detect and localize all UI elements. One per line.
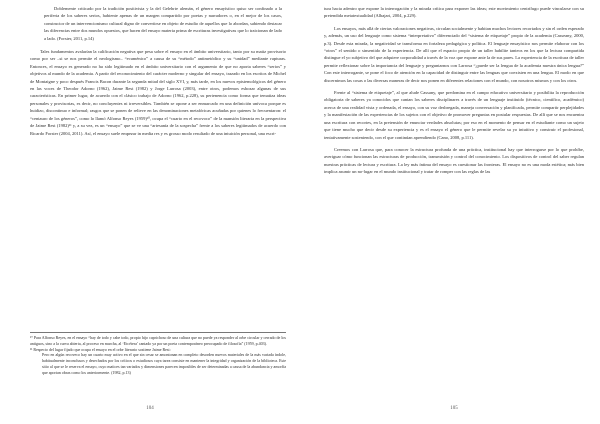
left-page-text: [30, 5, 286, 137]
body-paragraph: Tales fundamentos avalarían la calificación negativa que pesa sobre el ensayo en el ámbito universitario, tanto por su matiz provisorio como por ser –si se nos permite el neologismo– “ecuménico” a causa de su “método” antimetódico y su “unidad” mediante rupturas. Entonces, el ensayo es generado no ha sido legitimado en el ámbito universitario con el argumento de que no aporta saberes “serios” y objetivos al mundo de la academia. A partir del reconocimiento del carácter moderno y singular del ensayo, trazado en los escritos de Michel de Montaigne y poco después Francis Bacon durante la segunda mitad del siglo XVI, y, más tarde, en los nuevos epistemológicos del género en las voces de Theodor Adorno (1962), Jaime Rest (1982) y Jorge Larrosa (2003), entre otros, podemos esbozar algunas de sus características. En primer lugar, de acuerdo con el clásico trabajo de Adorno (1962, p.228), su pertenencia como forma que tematiza ideas personales y provisorias, es decir, no concluyentes ni irreversibles. También se opone a ser enmarcado en una definición unívoca porque es huidizo, discontinuo e informal; rasgos que se ponen de relieve en las denominaciones metafóricas acuñadas por quienes lo frecuentaron: el “centauro de los géneros”, como lo llamó Alfonso Reyes (1959)¹⁰, ocupa el “cuarto en el recovoco” de la mansión literaria en la perspectiva de Jaime Rest (1982)¹¹ y, a su vez, es un “ensayo” que se ve una “artesanía de la sospecha” frente a los saberes legitimados de acuerdo con Ricardo Forster (2004, 2011). Así, el ensayo suele empezar in media res y es grosso modo resultado de una intuición personal, una escri-: [30, 49, 286, 136]
footnote-quote: Pero en algún recoveco hay un cuarto muy activo en el que sin cesar se amontonan en completo desorden nuevos materiales de la más variada índole, habitualmente inconclusos y desechados por los críticos o estudiosos cuya tarea consiste en mantener la integridad y organización de la biblioteca. Este sitio al que se le reserva el ensayo, cuyo matices tan variados y dimensiones parecen imposibles de ser determinadas a causa de la abundancia y amorfía que aportan obras como los anteriormente. (1982, p.13): [42, 352, 286, 375]
block-quote: Doblemente criticado por la tradición positivista y la del Gelehrte alemán, el género ensayístico quiso ser confinado a la periferia de los saberes serios, habiente apenas de un margen compartido por poetas y narradores o, en el mejor de los casos, constructor de un intervencionismo cultural digno de convertirse en objeto de estudio de aquellos que lo abordan, sabiendo destacar las diferencias entre dos mundos opuestos, que hacen del ensayo materia prima de escrituras investigativas que lo traicionan de lado a lado. (Forster, 2011, p.14): [44, 6, 282, 41]
body-paragraph: Los ensayos, más allá de ciertas valoraciones negativas, circulan socialmente y habitan muchos lectores recortados y sin el orden esperado y, además, un uso del lenguaje como sistema “interpretativo” diferenciado del “sistema de etiquetaje” propio de la academia (Casseany, 2000, p.3). Desde esta mirada, la negatividad se transforma en fortaleza pedagógica y política. El lenguaje ensayístico nos permite elaborar con los “otros” el sentido o sinsentido de la experiencia. De allí que el espacio propio de un taller habilite tanteos en los que la lectura compartida distingue el yo subjetivo del que adquiere corporalidad a través de la voz que expone ante la de sus pares. La experiencia de la escritura de taller permite reflexionar sobre la importancia del lenguaje y preguntarnos con Larrosa “¿puede ser la lengua de la academia nuestra única lengua?” Con este interrogante, se pone el foco de atención en la capacidad de distinguir entre las lenguas que coexisten en una lengua. El modo en que discernimos las cosas o las diversas maneras de decir nos ponen en diferentes relaciones con el mundo, con nosotros mismos y con los otros.: [324, 25, 584, 83]
right-page: [300, 0, 600, 424]
page-number: 105: [450, 406, 458, 411]
body-paragraph: tura hacia adentro que expone la interrogación y la mirada crítica para exponer las ideas; este movimiento centrífugo puede vincularse con su pretendida metatextualidad (Albajari, 2004, p.229).: [324, 6, 584, 19]
footnote: ¹¹ Respecto del lugar fijado que ocupa el ensayo en el orbe literario sostiene Jaime Rest:: [30, 346, 171, 352]
footnote: ¹⁰ Para Alfonso Reyes, en el ensayo “hay de todo y cabe todo, propio hijo caprichoso de una cultura que no puede ya responder al orbe circular y cerrado de los antiguos, sino a la curva abierta, al proceso en marcha, al ‘Etcétera’ cantado ya por un poeta contemporáneo preocupado de filosofía” (1959, p.403).: [30, 335, 286, 346]
right-page-text: [324, 5, 584, 176]
page-number: 104: [146, 406, 154, 411]
body-paragraph: Creemos con Larrosa que, para conocer la estructura profunda de una práctica, institucional hay que interrogarse por lo que prohíbe, averiguar cómo funcionan las estructuras de producción, transmisión y control del conocimiento. Los dispositivos de control del saber regulan nuestras prácticas de lectura y escritura. La ley más íntima del ensayo es cuestionar las fronteras. El ensayo no es una moda estética; más bien implica asumir un no-lugar en el mundo institucional y tratar de romper con las reglas de las: [324, 146, 584, 175]
footnotes: [30, 332, 286, 376]
body-paragraph: Frente al “sistema de etiquetaje”, al que alude Cassany, que predomina en el campo educativo universitario y posibilita la reproducción obligatoria de saberes ya conocidos que cantan los saberes disciplinares a través de un lenguaje instituido (técnico, científico, académico) acerca de una realidad vista y ordenada, el ensayo, con su voz desbregada, maneja conversación y planificada, permite compartir perplejidades y la manifestación de las experiencias de los sujetos con el objetivo de promover preguntas en postular respuestas. De allí que se nos encuentra una escritura con recortes, en la pretensión de enunciar verdades absolutas; por eso en el momento de pensar en el estudiante como un sujeto que tiene mucho que decir desde su experiencia y es el ensayo el género que le permite revelar su yo intuitivo y construir el profesional, tentativamente sosteniendo, con el que continúan aprendiendo (Cano, 2008, p.111).: [324, 90, 584, 140]
